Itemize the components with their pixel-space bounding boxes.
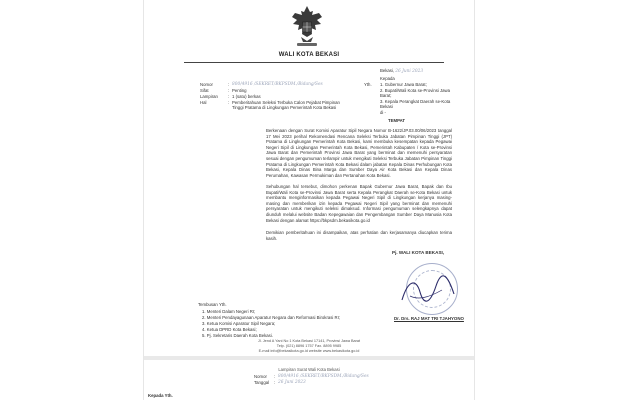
footer-contact: E-mail info@bekasikota.go.id website www.bekasikota.go.id bbox=[258, 349, 360, 353]
tembusan-title: Tembusan Yth. bbox=[198, 302, 227, 307]
signature-name: Dr. Drs. RAJ MAT TRI TJAHYONO bbox=[394, 316, 464, 321]
meta-value-nomor: 800/4916 /SEKRET/BKPSDM./Bidang/Ses bbox=[232, 82, 323, 87]
letterhead-title: WALI KOTA BEKASI bbox=[278, 52, 340, 58]
meta-label-hal: Hal bbox=[200, 100, 207, 105]
kepada-yth: Yth. bbox=[364, 82, 372, 87]
tembusan-item: 5. Pj. Sekretaris Daerah Kota Bekasi. bbox=[202, 333, 273, 338]
lampiran-nomor-label: Nomor bbox=[254, 374, 267, 379]
meta-label-sifat: Sifat bbox=[200, 88, 209, 93]
letterhead-rule bbox=[184, 62, 444, 63]
lampiran-tanggal-value: 26 Juni 2023 bbox=[278, 380, 306, 385]
lampiran-tanggal-label: Tanggal bbox=[254, 380, 270, 385]
meta-value-lampiran: 1 (satu) berkas bbox=[232, 94, 261, 99]
kepada-item: 2. Bupati/Wali Kota se-Provinsi Jawa Barat; bbox=[380, 88, 451, 99]
meta-colon: : bbox=[228, 100, 230, 105]
lampiran-nomor-value: 800/4916 /SEKRET/BKPSDM./Bidang/Ses bbox=[278, 374, 369, 379]
tembusan-item: 2. Menteri Pendayagunaan Aparatur Negara dan Reformasi Birokrasi RI; bbox=[202, 315, 341, 320]
signature-scribble-icon bbox=[398, 270, 458, 310]
meta-colon: : bbox=[228, 88, 230, 93]
kepada-di: di - bbox=[380, 110, 386, 115]
tembusan-item: 3. Ketua Komisi Aparatur Sipil Negara; bbox=[202, 321, 276, 326]
kepada-item: 1. Gubernur Jawa Barat; bbox=[380, 82, 427, 87]
date-value: 26 Juni 2023 bbox=[395, 69, 424, 74]
lampiran-kepada: Kepada Yth. bbox=[148, 393, 173, 398]
meta-label-nomor: Nomor bbox=[200, 82, 213, 87]
meta-colon: : bbox=[274, 374, 276, 379]
meta-value-hal: Pemberitahuan Seleksi Terbuka Calon Pejabat Pimpinan Tinggi Pratama di Lingkungan Pemerintah Kota Bekasi bbox=[232, 100, 340, 111]
meta-value-sifat: Penting bbox=[232, 88, 247, 93]
kepada-tempat: TEMPAT bbox=[388, 118, 406, 123]
meta-colon: : bbox=[228, 82, 230, 87]
document-viewer bbox=[144, 0, 474, 400]
letter-page-1 bbox=[144, 0, 474, 356]
meta-colon: : bbox=[228, 94, 230, 99]
footer-address: Jl. Jend A Yani No 1 Kota Bekasi 17141, Provinsi Jawa Barat bbox=[257, 339, 361, 343]
body-paragraph-3: Demikian pemberitahuan ini disampaikan, atas perhatian dan kerjasamanya diucapkan terima kasih. bbox=[266, 230, 452, 241]
body-paragraph-2: Sehubungan hal tersebut, dimohon perkenan Bapak Gubernur Jawa Barat, Bapak dan Ibu Bupati/Wali Kota se-Provinsi Jawa Barat serta Kepala Perangkat Daerah se-Kota Bekasi untuk membantu menginformasikan kepada Pegawai Negeri Sipil di Lingkungan kerjanya masing-masing dan memberikan izin kepada Pegawai Negeri Sipil yang berminat dan memenuhi persyaratan untuk mengikuti seleksi dimaksud. Informasi pengumuman selengkapnya dapat diunduh melalui website Badan Kepegawaian dan Pengembangan Sumber Daya Manusia Kota Bekasi dengan alamat https://bkpsdm.bekasikota.go.id bbox=[266, 184, 452, 223]
meta-colon: : bbox=[274, 380, 276, 385]
kepada-label: Kepada bbox=[380, 76, 395, 81]
garuda-emblem-icon bbox=[290, 4, 324, 50]
tembusan-item: 1. Menteri Dalam Negeri RI; bbox=[202, 309, 256, 314]
lampiran-title: Lampiran Surat Wali Kota Bekasi bbox=[278, 367, 340, 372]
date-line bbox=[380, 68, 423, 74]
signature-office: Pj. WALI KOTA BEKASI, bbox=[392, 250, 445, 255]
letter-page-2 bbox=[144, 360, 474, 400]
kepada-item: 3. Kepala Perangkat Daerah se-Kota Bekasi bbox=[380, 99, 451, 110]
footer-phone: Telp. (021) 8896 1757 Fax. 8895 9985 bbox=[276, 344, 342, 348]
tembusan-item: 4. Ketua DPRD Kota Bekasi; bbox=[202, 327, 257, 332]
date-city: Bekasi, bbox=[380, 68, 395, 73]
body-paragraph-1: Berkenaan dengan Surat Komisi Aparatur Sipil Negara Nomor B-1622/JP.03.00/06/2023 tanggal 17 Mei 2023 perihal Rekomendasi Rencana Seleksi Terbuka Jabatan Pimpinan Tinggi (JPT) Pratama di Lingkungan Pemerintah Kota Bekasi, kami membuka kesempatan kepada Pegawai Negeri Sipil di Lingkungan Pemerintah Kota Bekasi, Pemerintah Kabupaten / Kota se-Provinsi Jawa Barat dan Pemerintah Provinsi Jawa Barat yang berminat dan memenuhi persyaratan sesuai dengan pengumuman terlampir untuk mengikuti Seleksi Terbuka Jabatan Pimpinan Tinggi Pratama di Lingkungan Pemerintah Kota Bekasi dalam jabatan Kepala Dinas Perhubungan Kota Bekasi, Kepala Dinas Bina Marga dan Sumber Daya Air Kota Bekasi dan Kepala Dinas Perumahan, Kawasan Permukiman dan Pertanahan Kota Bekasi. bbox=[266, 128, 452, 178]
meta-label-lampiran: Lampiran bbox=[200, 94, 218, 99]
